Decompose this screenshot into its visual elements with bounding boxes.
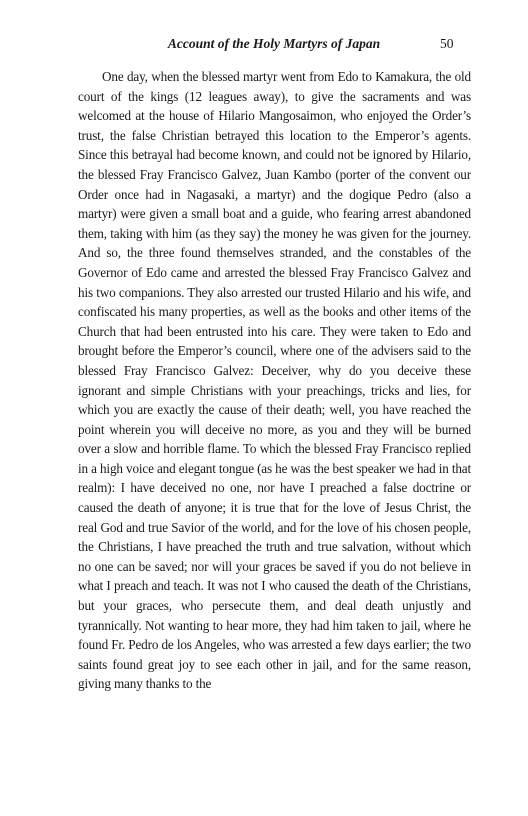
running-title: Account of the Holy Martyrs of Japan xyxy=(167,36,381,51)
running-header xyxy=(0,34,528,56)
body-paragraph: One day, when the blessed martyr went from Edo to Kamakura, the old court of the kings (12 leagues away), to give the sacraments and was welcomed at the house of Hilario Mangosaimon, who enjoyed the Order’s trust, the false Christian betrayed this location to the Emperor’s agents. Since this betrayal had become known, and could not be ignored by Hilario, the blessed Fray Francisco Galvez, Juan Kambo (porter of the convent our Order once had in Nagasaki, a martyr) and the dogique Pedro (also a martyr) were given a small boat and a guide, who fearing arrest abandoned them, taking with him (as they say) the money he was given for the journey. And so, the three found themselves stranded, and the constables of the Governor of Edo came and arrested the blessed Fray Francisco Galvez and his two companions. They also arrested our trusted Hilario and his wife, and confiscated his many properties, as well as the books and other items of the Church that had been entrusted into his care. They were taken to Edo and brought before the Emperor’s council, where one of the advisers said to the blessed Fray Francisco Galvez: Deceiver, why do you deceive these ignorant and simple Christians with your preachings, tricks and lies, for which you are exactly the cause of their death; well, you have reached the point wherein you will deceive no more, as you and they will be burned over a slow and horrible flame. To which the blessed Fray Francisco replied in a high voice and elegant tongue (as he was the best speaker we had in that realm): I have deceived no one, nor have I preached a false doctrine or caused the death of anyone; it is true that for the love of Jesus Christ, the real God and true Savior of the world, and for the love of his chosen people, the Christians, I have preached the truth and true salvation, without which no one can be saved; nor will your graces be saved if you do not believe in what I preach and teach. It was not I who caused the death of the Christians, but your graces, who persecute them, and deal death unjustly and tyrannically. Not wanting to hear more, they had him taken to jail, where he found Fr. Pedro de los Angeles, who was arrested a few days earlier; the two saints found great joy to see each other in jail, and for the same reason, giving many thanks to the xyxy=(78,69,471,692)
page-number: 50 xyxy=(440,36,454,51)
